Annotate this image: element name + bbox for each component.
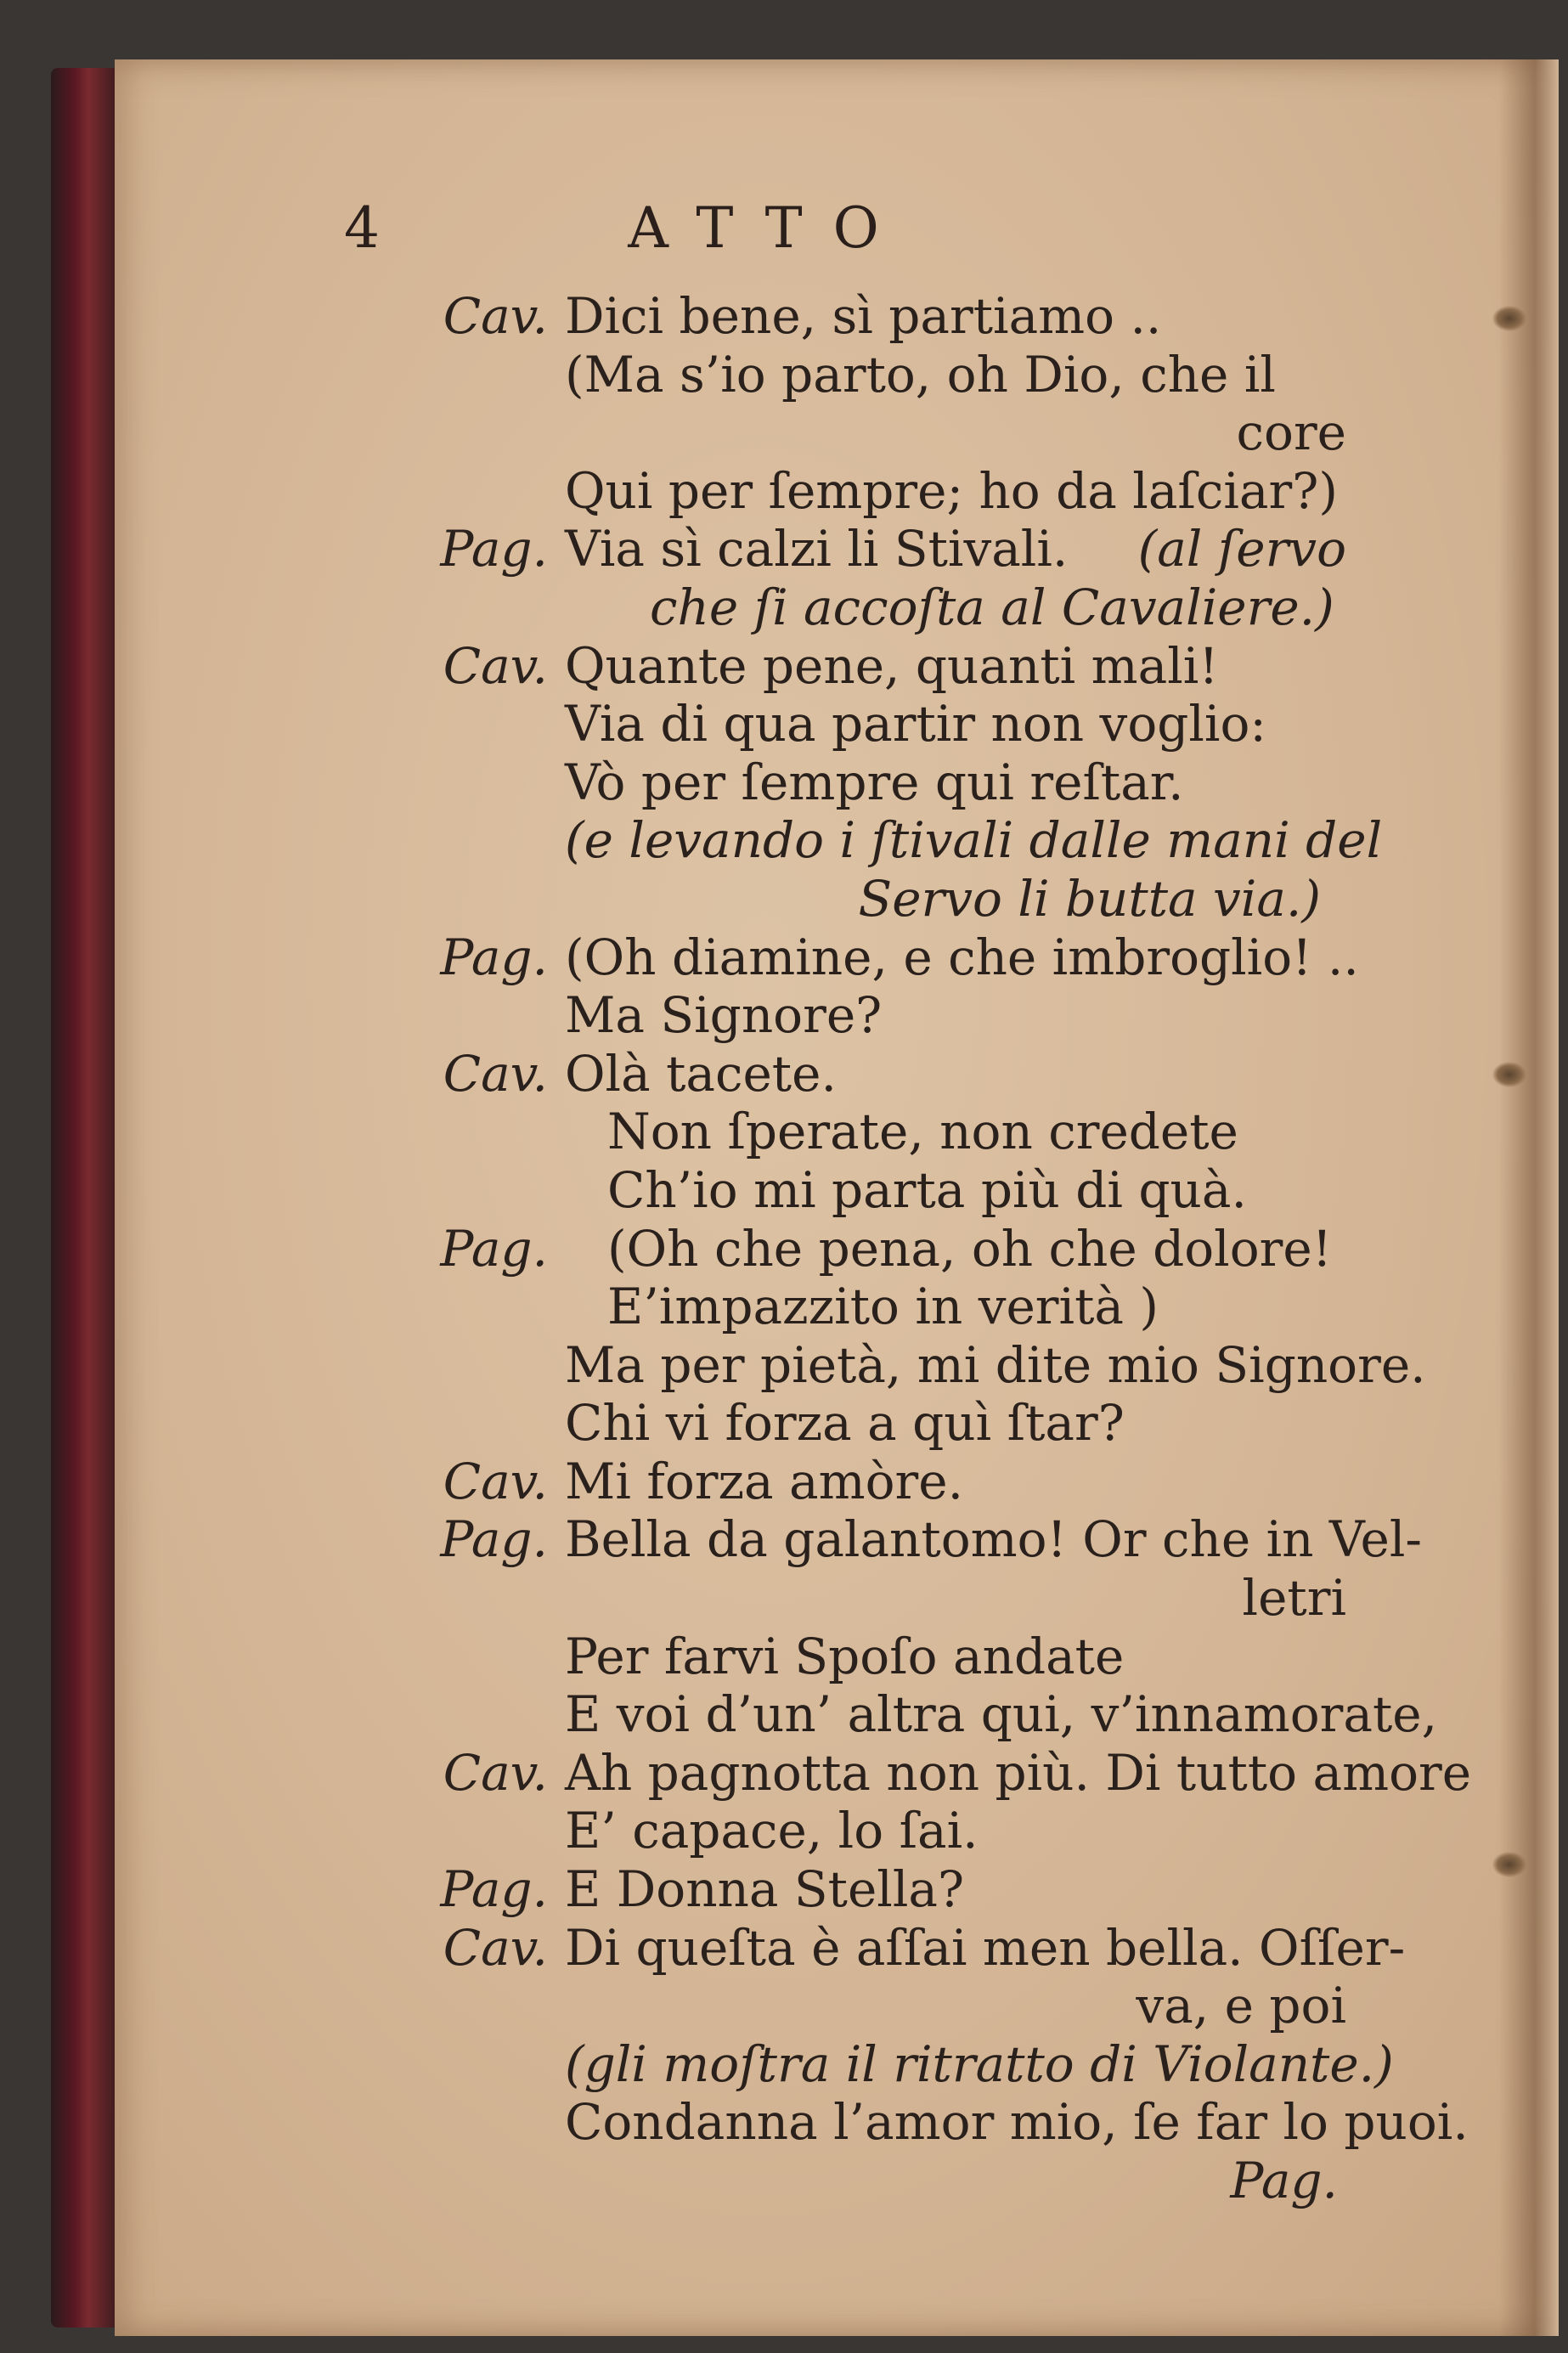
text-line bbox=[115, 1335, 1426, 1395]
text-line bbox=[115, 1977, 1423, 2035]
stitch-hole bbox=[1492, 1062, 1526, 1087]
text-line bbox=[115, 2035, 1423, 2094]
verse-line: E voi d’un’ altra qui, v’innamorate, bbox=[565, 1685, 1438, 1744]
verse-line: Condanna l’amor mio, ſe far lo puoi. bbox=[565, 2093, 1469, 2152]
text-line bbox=[115, 1103, 1423, 1161]
running-head: ATTO bbox=[628, 195, 910, 261]
speaker-label: Cav. bbox=[443, 1452, 548, 1510]
text-line bbox=[115, 753, 1423, 812]
verse-line: Bella da galantomo! Or che in Vel- bbox=[565, 1510, 1422, 1569]
verse-line: Di queſta è aſſai men bella. Oſſer- bbox=[565, 1918, 1406, 1977]
text-line bbox=[115, 1045, 1423, 1103]
speaker-label: Cav. bbox=[443, 636, 548, 695]
speaker-label: Cav. bbox=[443, 1918, 548, 1977]
text-line bbox=[115, 2093, 1469, 2152]
text-line bbox=[115, 1278, 1423, 1336]
text-line bbox=[115, 346, 1423, 404]
verse-line: Non ſperate, non credete bbox=[607, 1103, 1238, 1161]
verse-line: E Donna Stella? bbox=[565, 1860, 965, 1919]
stage-direction: che ſi accoſta al Cavaliere.) bbox=[650, 578, 1334, 636]
speaker-label: Cav. bbox=[443, 1044, 548, 1103]
text-line bbox=[115, 986, 1423, 1045]
text-line bbox=[115, 1919, 1423, 1978]
book bbox=[34, 59, 1568, 2336]
text-line bbox=[115, 811, 1423, 870]
text-line bbox=[115, 637, 1423, 696]
verse-continuation: va, e poi bbox=[1136, 1977, 1346, 2035]
speaker-label: Pag. bbox=[440, 1510, 548, 1569]
text-line bbox=[115, 1628, 1423, 1686]
verse-line: (Ma s’io parto, oh Dio, che il bbox=[565, 345, 1276, 403]
text-line bbox=[115, 462, 1423, 521]
verse-line: Ah pagnotta non più. Di tutto amore bbox=[565, 1743, 1472, 1802]
verse-line: Ch’io mi parta più di quà. bbox=[607, 1160, 1247, 1219]
verse-line: Chi vi forza a quì ſtar? bbox=[565, 1394, 1125, 1453]
text-line bbox=[115, 1802, 1423, 1860]
text-line bbox=[115, 928, 1423, 987]
speaker-label: Pag. bbox=[440, 520, 548, 578]
stage-direction: (e levando i ſtivali dalle mani del bbox=[565, 811, 1383, 870]
page-gutter bbox=[1499, 59, 1559, 2336]
text-line bbox=[115, 287, 1423, 346]
stitch-hole bbox=[1492, 1852, 1526, 1877]
verse-line: (Oh diamine, e che imbroglio! .. bbox=[565, 928, 1359, 986]
speaker-label: Pag. bbox=[440, 1219, 548, 1278]
speaker-label: Pag. bbox=[440, 1860, 548, 1919]
stage-direction: (gli moſtra il ritratto di Violante.) bbox=[565, 2034, 1394, 2093]
page-number: 4 bbox=[344, 195, 380, 261]
text-line bbox=[115, 1743, 1472, 1803]
text-line bbox=[115, 1569, 1423, 1628]
text-line bbox=[115, 1510, 1423, 1569]
verse-line: Ma per pietà, mi dite mio Signore. bbox=[565, 1335, 1426, 1394]
text-line bbox=[115, 1161, 1423, 1220]
speaker-label: Cav. bbox=[443, 287, 548, 345]
text-line bbox=[115, 1453, 1423, 1511]
text-line bbox=[115, 520, 1423, 578]
speaker-label: Pag. bbox=[440, 928, 548, 986]
verse-line: Dici bene, sì partiamo .. bbox=[565, 287, 1162, 345]
book-page bbox=[115, 59, 1559, 2336]
verse-line: E’ capace, lo ſai. bbox=[565, 1802, 979, 1860]
verse-line: Qui per ſempre; ho da laſciar?) bbox=[565, 461, 1338, 520]
verse-line: Quante pene, quanti mali! bbox=[565, 636, 1219, 695]
verse-line: (Oh che pena, oh che dolore! bbox=[607, 1219, 1333, 1278]
stitch-hole bbox=[1492, 306, 1526, 331]
stage-direction: Servo li butta via.) bbox=[858, 869, 1321, 928]
verse-line: Ma Signore? bbox=[565, 986, 883, 1045]
verse-line: E’impazzito in verità ) bbox=[607, 1278, 1159, 1336]
page-header bbox=[115, 195, 1423, 272]
text-line bbox=[115, 1860, 1423, 1919]
verse-line: Via sì calzi li Stivali. bbox=[565, 520, 1069, 578]
text-line bbox=[115, 1394, 1423, 1453]
speaker-label: Cav. bbox=[443, 1743, 548, 1802]
catchword-line bbox=[115, 2152, 1423, 2210]
verse-line: Via di qua partir non voglio: bbox=[565, 695, 1266, 753]
verse-line: Mi forza amòre. bbox=[565, 1452, 964, 1510]
text-line bbox=[115, 403, 1423, 462]
text-line bbox=[115, 695, 1423, 753]
verse-line: Per farvi Spoſo andate bbox=[565, 1627, 1125, 1685]
verse-continuation: letri bbox=[1242, 1569, 1346, 1628]
text-line bbox=[115, 578, 1423, 637]
verse-line: Vò per ſempre qui reſtar. bbox=[565, 753, 1184, 811]
book-spine bbox=[51, 68, 119, 2328]
verse-line: Olà tacete. bbox=[565, 1044, 837, 1103]
catchword: Pag. bbox=[1230, 2152, 1338, 2209]
verse-text bbox=[115, 287, 1472, 2152]
stage-direction: (al ſervo bbox=[1137, 520, 1346, 578]
text-line bbox=[115, 1685, 1438, 1744]
text-line bbox=[115, 870, 1423, 928]
verse-continuation: core bbox=[1236, 403, 1346, 462]
text-line bbox=[115, 1220, 1423, 1278]
